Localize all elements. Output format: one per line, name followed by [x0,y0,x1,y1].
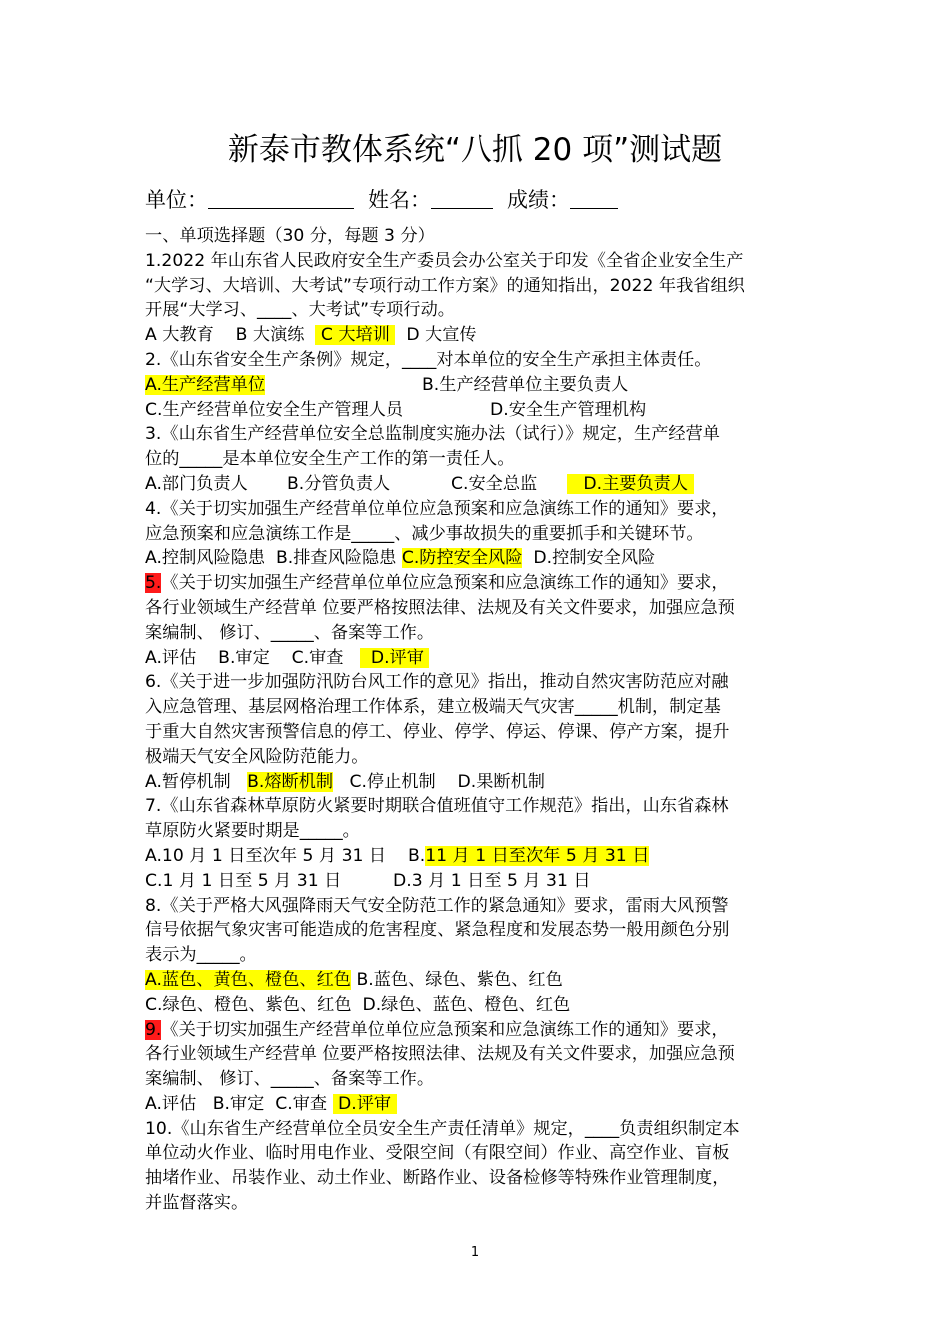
question-1-options [145,323,810,348]
option-a: A.暂停机制 [145,771,231,792]
question-4-line: 4.《关于切实加强生产经营单位单位应急预案和应急演练工作的通知》要求， [145,498,729,519]
option-c: C.审查 [275,1093,328,1114]
option-b-answer: B.熔断机制 [247,771,334,792]
option-d-answer: D.主要负责人 [567,474,694,494]
option-c: C.1 月 1 日至 5 月 31 日 [145,870,342,891]
name-label: 姓名： [368,188,431,212]
option-d-answer: D.评审 [360,648,429,668]
question-9-line: 案编制、 修订、_____、备案等工作。 [145,1069,435,1090]
question-5-number: 5. [145,573,162,594]
option-d-answer: D.评审 [333,1094,397,1114]
option-a: A 大教育 [145,325,214,346]
option-d: D 大宣传 [406,325,477,346]
option-a-answer: A.蓝色、黄色、橙色、红色 [145,969,351,990]
option-b: B 大演练 [235,325,305,346]
option-a: A.控制风险隐患 [145,548,266,569]
question-8-line: 表示为_____。 [145,945,257,966]
question-8-options [145,968,810,993]
question-2-options [145,373,810,398]
option-c: C.生产经营单位安全生产管理人员 [145,399,404,420]
option-d: D.3 月 1 日至 5 月 31 日 [393,870,591,891]
option-b-prefix: B. [407,845,426,866]
question-8-line: 8.《关于严格大风强降雨天气安全防范工作的紧急通知》要求，雷雨大风预警 [145,895,729,916]
page-number: 1 [470,1245,480,1260]
question-5-options [145,646,810,671]
unit-label: 单位： [145,188,208,212]
option-c-answer: C 大培训 [315,325,395,345]
question-6-options [145,770,810,795]
question-7-options [145,844,810,869]
question-8-line: 信号依据气象灾害可能造成的危害程度、紧急程度和发展态势一般用颜色分别 [145,920,730,941]
question-1-line: “大学习、大培训、大考试”专项行动工作方案》的通知指出，2022 年我省组织 [145,275,745,296]
option-a: A.部门负责人 [145,473,248,494]
question-9-number: 9. [145,1019,162,1040]
option-c-answer: C.防控安全风险 [401,548,523,569]
section-heading: 一、单项选择题（30 分，每题 3 分） [145,226,435,246]
question-1-line: 1.2022 年山东省人民政府安全生产委员会办公室关于印发《全省企业安全生产 [145,250,744,271]
question-7-line: 草原防火紧要时期是_____。 [145,821,360,842]
option-d: D.绿色、蓝色、橙色、红色 [362,994,571,1015]
option-a-answer: A.生产经营单位 [145,374,266,395]
name-blank [431,186,493,209]
question-9-options [145,1092,810,1117]
question-8-options [145,993,810,1018]
unit-blank [208,186,354,209]
score-blank [570,186,618,209]
question-9-line: 各行业领域生产经营单 位要严格按照法律、法规及有关文件要求，加强应急预 [145,1044,735,1065]
question-5-line: 案编制、 修订、_____、备案等工作。 [145,622,435,643]
option-b: B.审定 [212,1093,265,1114]
question-10-line: 单位动火作业、临时用电作业、受限空间（有限空间）作业、高空作业、盲板 [145,1143,730,1164]
question-3-line: 3.《山东省生产经营单位安全总监制度实施办法（试行）》规定，生产经营单 [145,424,720,445]
option-d: D.果断机制 [457,771,545,792]
question-1-line: 开展“大学习、____、大考试”专项行动。 [145,300,455,321]
option-b: B.排查风险隐患 [275,548,397,569]
question-6-line: 入应急管理、基层网格治理工作体系，建立极端天气灾害_____机制，制定基 [145,697,721,718]
option-d: D.控制安全风险 [533,548,656,569]
question-4-line: 应急预案和应急演练工作是_____、减少事故损失的重要抓手和关键环节。 [145,523,704,544]
option-b-answer: 11 月 1 日至次年 5 月 31 日 [425,845,650,866]
question-6-line: 极端天气安全风险防范能力。 [145,746,369,767]
question-4-options [145,546,810,571]
question-9-line: 9.《关于切实加强生产经营单位单位应急预案和应急演练工作的通知》要求， [145,1019,729,1040]
option-c: C.绿色、橙色、紫色、红色 [145,994,352,1015]
option-b: B.分管负责人 [287,473,391,494]
question-body [145,224,810,1216]
question-2-options [145,398,810,423]
question-3-line: 位的_____是本单位安全生产工作的第一责任人。 [145,449,515,470]
option-a: A.10 月 1 日至次年 5 月 31 日 [145,845,387,866]
option-b: B.审定 [218,647,270,668]
question-6-line: 6.《关于进一步加强防汛防台风工作的意见》指出，推动自然灾害防范应对融 [145,672,729,693]
question-10-line: 并监督落实。 [145,1193,249,1214]
page-title: 新泰市教体系统“八抓 20 项”测试题 [227,132,723,168]
option-d: D.安全生产管理机构 [490,399,647,420]
question-3-options [145,472,810,497]
question-2-line: 2.《山东省安全生产条例》规定，____对本单位的安全生产承担主体责任。 [145,349,712,370]
option-b: B.蓝色、绿色、紫色、红色 [356,969,563,990]
option-c: C.安全总监 [451,473,538,494]
option-c: C.审查 [291,647,344,668]
question-10-line: 10.《山东省生产经营单位全员安全生产责任清单》规定，____负责组织制定本 [145,1118,740,1139]
option-a: A.评估 [145,1093,197,1114]
question-6-line: 于重大自然灾害预警信息的停工、停业、停学、停运、停课、停产方案，提升 [145,721,730,742]
question-10-line: 抽堵作业、吊装作业、动土作业、断路作业、设备检修等特殊作业管理制度， [145,1168,730,1189]
option-c: C.停止机制 [349,771,436,792]
question-7-options [145,869,810,894]
info-row [145,180,632,220]
question-5-line: 各行业领域生产经营单 位要严格按照法律、法规及有关文件要求，加强应急预 [145,597,735,618]
question-7-line: 7.《山东省森林草原防火紧要时期联合值班值守工作规范》指出，山东省森林 [145,796,729,817]
option-a: A.评估 [145,647,197,668]
score-label: 成绩： [507,188,570,212]
question-5-line: 5.《关于切实加强生产经营单位单位应急预案和应急演练工作的通知》要求， [145,573,729,594]
option-b: B.生产经营单位主要负责人 [422,374,629,395]
